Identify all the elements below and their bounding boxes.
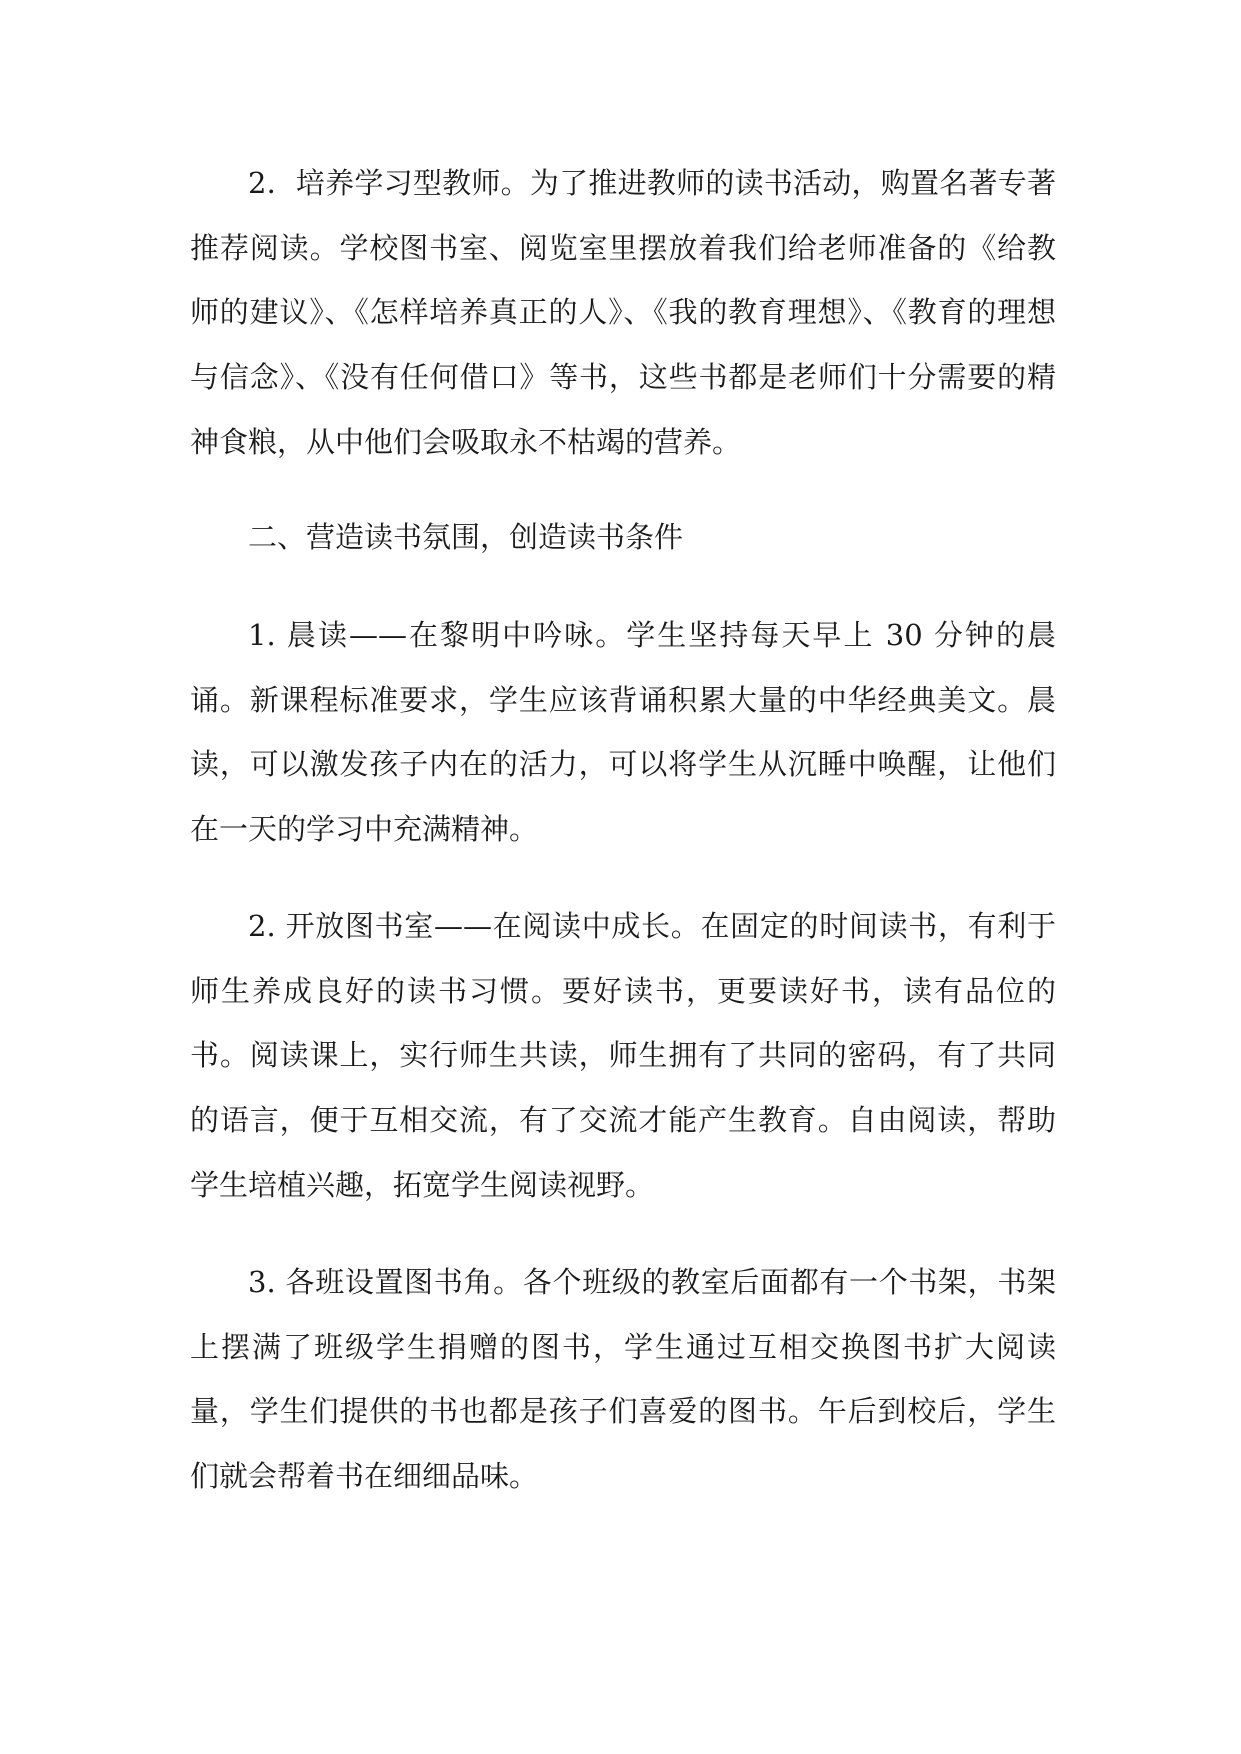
paragraph-open-library: 2. 开放图书室——在阅读中成长。在固定的时间读书，有利于师生养成良好的读书习惯。要好读书，更要读好书，读有品位的书。阅读课上，实行师生共读，师生拥有了共同的密码，有了共同的语言，便于互相交流，有了交流才能产生教育。自由阅读，帮助学生培植兴趣，拓宽学生阅读视野。 [190,909,1056,1202]
paragraph-teacher-reading: 2．培养学习型教师。为了推进教师的读书活动，购置名著专著推荐阅读。学校图书室、阅览室里摆放着我们给老师准备的《给教师的建议》、《怎样培养真正的人》、《我的教育理想》、《教育的理想与信念》、《没有任何借口》等书，这些书都是老师们十分需要的精神食粮，从中他们会吸取永不枯竭的营养。 [190,166,1056,459]
paragraph-morning-reading: 1. 晨读——在黎明中吟咏。学生坚持每天早上 30 分钟的晨诵。新课程标准要求，学生应该背诵积累大量的中华经典美文。晨读，可以激发孩子内在的活力，可以将学生从沉睡中唤醒，让他们在一天的学习中充满精神。 [190,618,1056,847]
paragraph-class-book-corner: 3. 各班设置图书角。各个班级的教室后面都有一个书架，书架上摆满了班级学生捐赠的图书，学生通过互相交换图书扩大阅读量，学生们提供的书也都是孩子们喜爱的图书。午后到校后，学生们就会帮着书在细细品味。 [190,1265,1056,1494]
section-heading: 二、营造读书氛围，创造读书条件 [248,520,684,554]
